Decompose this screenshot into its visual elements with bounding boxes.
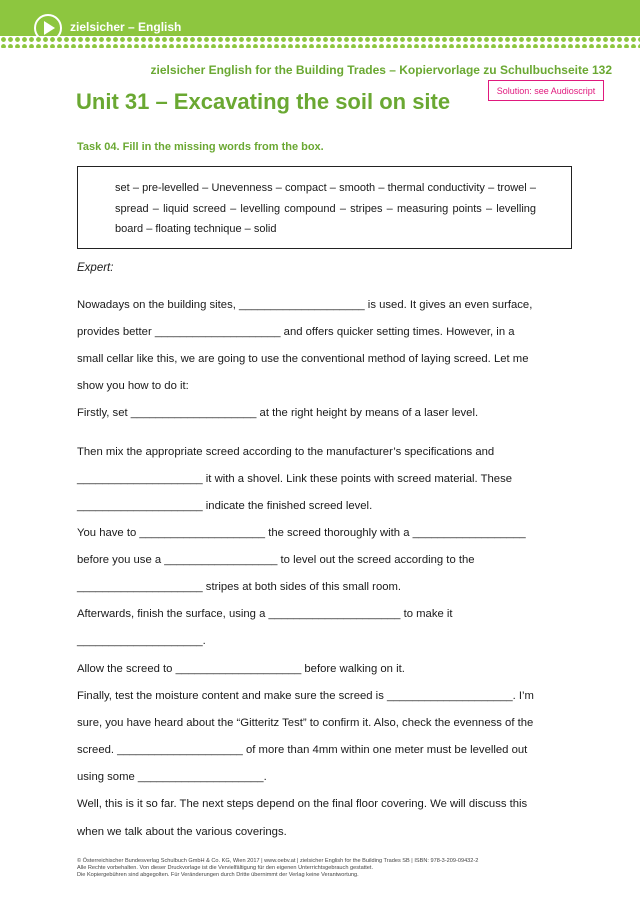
- word-box: set – pre-levelled – Unevenness – compact – smooth – thermal conductivity – trowel – spread – liquid screed – levelling compound – stripes – measuring points – levelling board – floating technique – solid: [77, 166, 572, 249]
- brand-name: zielsicher – English: [70, 20, 182, 34]
- text-line: Firstly, set ____________________ at the right height by means of a laser level.: [77, 407, 479, 419]
- footer-line: © Österreichischer Bundesverlag Schulbuch GmbH & Co. KG, Wien 2017 | www.oebv.at | zielsicher English for the Building Trades SB | ISBN: 978-3-209-09432-2: [77, 858, 479, 864]
- text-line: Afterwards, finish the surface, using a _____________________ to make it: [77, 608, 453, 620]
- footer-line: Die Kopiergebühren sind abgegolten. Für Veränderungen durch Dritte übernimmt der Verlag keine Verantwortung.: [77, 872, 359, 878]
- text-line: ____________________ it with a shovel. Link these points with screed material. These: [77, 473, 513, 485]
- text-line: before you use a __________________ to level out the screed according to the: [77, 554, 475, 566]
- footer-copyright: [77, 858, 478, 879]
- task-instruction: Task 04. Fill in the missing words from the box.: [77, 141, 324, 153]
- text-line: when we talk about the various coverings.: [77, 826, 287, 838]
- dotted-border: [0, 36, 640, 48]
- text-line: ____________________.: [77, 635, 206, 647]
- text-line: using some ____________________.: [77, 771, 267, 783]
- text-line: Nowadays on the building sites, ____________________ is used. It gives an even surface,: [77, 299, 533, 311]
- speaker-label: Expert:: [77, 262, 114, 274]
- solution-note: Solution: see Audioscript: [488, 80, 604, 101]
- text-line: Allow the screed to ____________________ before walking on it.: [77, 663, 405, 675]
- footer-line: Alle Rechte vorbehalten. Von dieser Druckvorlage ist die Vervielfältigung für den eigenen Unterrichtsgebrauch gestattet.: [77, 865, 374, 871]
- text-line: Well, this is it so far. The next steps depend on the final floor covering. We will discuss this: [77, 798, 528, 810]
- text-line: small cellar like this, we are going to use the conventional method of laying screed. Let me: [77, 353, 529, 365]
- text-line: provides better ____________________ and offers quicker setting times. However, in a: [77, 326, 515, 338]
- text-line: ____________________ stripes at both sides of this small room.: [77, 581, 402, 593]
- text-line: ____________________ indicate the finished screed level.: [77, 500, 373, 512]
- text-line: Finally, test the moisture content and make sure the screed is ____________________. I’m: [77, 690, 534, 702]
- text-line: Then mix the appropriate screed according to the manufacturer’s specifications and: [77, 446, 495, 458]
- page-title: Unit 31 – Excavating the soil on site: [76, 89, 451, 114]
- header-banner: [0, 0, 640, 48]
- text-line: sure, you have heard about the “Gitteritz Test” to confirm it. Also, check the evenness of the: [77, 717, 534, 729]
- text-line: You have to ____________________ the screed thoroughly with a __________________: [77, 527, 526, 539]
- page-subtitle: zielsicher English for the Building Trades – Kopiervorlage zu Schulbuchseite 132: [150, 63, 612, 77]
- text-line: screed. ____________________ of more than 4mm within one meter must be levelled out: [77, 744, 528, 756]
- text-line: show you how to do it:: [77, 380, 189, 392]
